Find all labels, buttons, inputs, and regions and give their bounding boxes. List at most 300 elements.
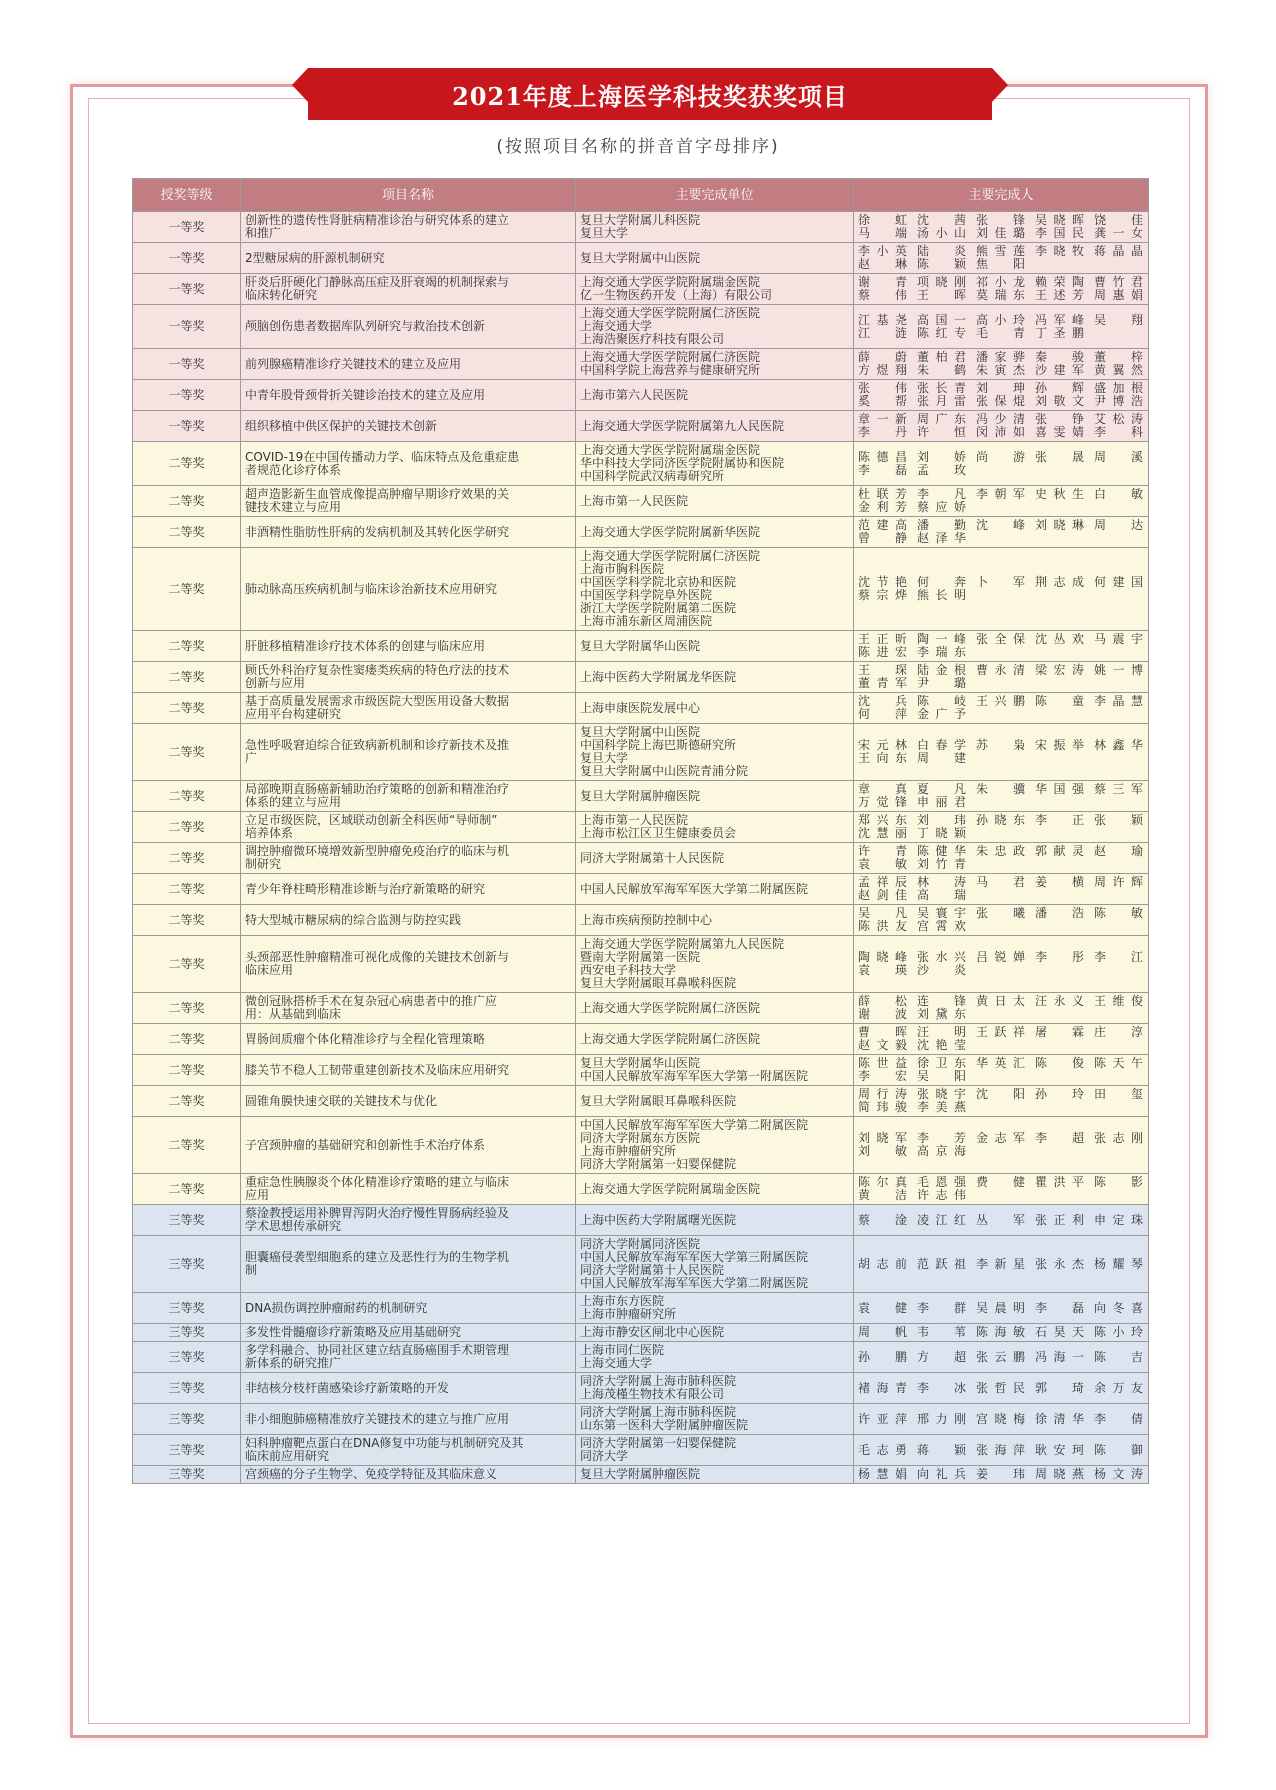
project-name-line: 急性呼吸窘迫综合征致病新机制和诊疗新技术及推 — [245, 738, 510, 752]
people-line — [858, 1008, 1144, 1021]
project-name-cell — [241, 411, 576, 442]
completion-people-cell — [854, 693, 1149, 724]
project-name-line: 和推广 — [245, 226, 282, 240]
award-level-cell: 三等奖 — [133, 1236, 241, 1293]
person-name: 郭琦 — [1035, 1380, 1084, 1395]
completion-people-cell — [854, 212, 1149, 243]
project-name-line: 肝脏移植精准诊疗技术体系的创建与临床应用 — [245, 638, 486, 653]
completion-units-cell — [576, 1404, 854, 1435]
person-name: 江基尧 — [858, 312, 907, 327]
person-name: 陶一峰 — [917, 632, 966, 646]
person-name: 汪明 — [917, 1025, 966, 1039]
person-name: 汤小山 — [917, 226, 966, 240]
completion-unit: 同济大学附属上海市肺科医院 — [580, 1405, 737, 1419]
people-line — [858, 395, 1144, 408]
completion-unit: 中国科学院上海巴斯德研究所 — [580, 738, 737, 752]
completion-unit: 同济大学附属第十人民医院 — [580, 850, 725, 865]
person-name: 曹竹君 — [1094, 275, 1143, 289]
person-name: 余万友 — [1094, 1380, 1143, 1395]
project-name-line: 创新与应用 — [245, 676, 306, 690]
person-name: 李磊 — [858, 462, 907, 477]
completion-units-cell — [576, 1055, 854, 1086]
person-name: 李宏 — [858, 1069, 907, 1083]
project-name-line: 临床转化研究 — [245, 288, 318, 302]
awards-table — [132, 178, 1149, 1484]
project-name-line: 超声造影新生血管成像提高肿瘤早期诊疗效果的关 — [245, 487, 510, 501]
person-name: 李凡 — [917, 487, 966, 501]
person-name: 陈红专 — [917, 325, 966, 340]
project-name-line: COVID-19在中国传播动力学、临床特点及危重症患 — [245, 449, 520, 464]
person-name: 赵琳 — [858, 257, 907, 271]
person-name: 袁健 — [858, 1300, 907, 1315]
completion-units-cell — [576, 1086, 854, 1117]
completion-people-cell — [854, 1342, 1149, 1373]
project-name-cell — [241, 993, 576, 1024]
person-name: 韦苇 — [917, 1325, 966, 1339]
people-line — [858, 1070, 1144, 1083]
completion-unit: 中国科学院武汉病毒研究所 — [580, 469, 725, 483]
person-name: 范建高 — [858, 518, 907, 532]
award-level-cell: 三等奖 — [133, 1404, 241, 1435]
award-level-cell: 二等奖 — [133, 517, 241, 548]
person-name: 范跃祖 — [917, 1256, 966, 1271]
completion-unit: 山东第一医科大学附属肿瘤医院 — [580, 1418, 749, 1432]
person-name: 陈世益 — [858, 1056, 907, 1070]
award-level-cell: 二等奖 — [133, 442, 241, 486]
person-name: 方煜翔 — [858, 363, 907, 377]
person-name: 蒋颖 — [917, 1442, 966, 1457]
completion-units-cell — [576, 781, 854, 812]
completion-people-cell — [854, 1236, 1149, 1293]
award-level-cell: 二等奖 — [133, 843, 241, 874]
award-level-cell: 二等奖 — [133, 936, 241, 993]
person-name: 汪永义 — [1035, 994, 1084, 1008]
completion-unit: 上海中医药大学附属龙华医院 — [580, 669, 737, 684]
table-row — [133, 1293, 1149, 1324]
person-name: 陈敏 — [1094, 906, 1143, 920]
completion-people-cell — [854, 1174, 1149, 1205]
award-level-cell: 二等奖 — [133, 631, 241, 662]
person-name: 朱寅杰 — [976, 363, 1025, 377]
people-line — [858, 1413, 1144, 1426]
project-name-cell — [241, 486, 576, 517]
completion-units-cell — [576, 693, 854, 724]
completion-unit: 上海交通大学 — [580, 319, 653, 333]
completion-people-cell — [854, 380, 1149, 411]
person-name: 林涛 — [917, 875, 966, 889]
people-line — [858, 1258, 1144, 1271]
project-name-line: 非小细胞肺癌精准放疗关键技术的建立与推广应用 — [245, 1411, 510, 1426]
person-name: 蔡淦 — [858, 1212, 907, 1227]
person-name: 丛军 — [976, 1212, 1025, 1227]
person-name: 简玮骏 — [858, 1100, 907, 1114]
project-name-line: 胆囊癌侵袭型细胞系的建立及恶性行为的生物学机 — [245, 1250, 510, 1264]
person-name: 宫霄欢 — [917, 919, 966, 933]
person-name: 杨慧娟 — [858, 1467, 907, 1481]
person-name: 张海萍 — [976, 1442, 1025, 1457]
person-name: 朱忠政 — [976, 844, 1025, 858]
people-line — [858, 589, 1144, 602]
people-line — [858, 752, 1144, 765]
person-name: 闵沛如 — [976, 425, 1025, 439]
person-name: 许恒 — [917, 425, 966, 439]
completion-unit: 复旦大学附属华山医院 — [580, 1056, 701, 1070]
completion-unit: 上海交通大学医学院附属仁济医院 — [580, 350, 761, 364]
project-name-cell — [241, 442, 576, 486]
completion-unit: 复旦大学附属儿科医院 — [580, 213, 701, 227]
person-name: 沈峰 — [976, 518, 1025, 532]
person-name: 刘珅 — [976, 381, 1025, 395]
project-name-line: 非结核分枝杆菌感染诊疗新策略的开发 — [245, 1380, 450, 1395]
person-name: 江涟 — [858, 325, 907, 340]
completion-unit: 上海交通大学医学院附属第九人民医院 — [580, 937, 785, 951]
completion-units-cell — [576, 843, 854, 874]
person-name: 陈海敏 — [976, 1325, 1025, 1339]
person-name: 陈童 — [1035, 694, 1084, 708]
person-name: 李小英 — [858, 244, 907, 258]
table-row — [133, 1024, 1149, 1055]
table-body — [133, 212, 1149, 1484]
completion-unit: 上海申康医院发展中心 — [580, 700, 701, 715]
people-line — [858, 677, 1144, 690]
award-level-cell: 三等奖 — [133, 1324, 241, 1342]
award-level-cell: 三等奖 — [133, 1205, 241, 1236]
completion-units-cell — [576, 349, 854, 380]
person-name: 周许辉 — [1094, 875, 1143, 889]
person-name: 王维俊 — [1094, 994, 1143, 1008]
completion-unit: 上海市疾病预防控制中心 — [580, 912, 713, 927]
person-name: 龚一女 — [1094, 226, 1143, 240]
person-name: 金广予 — [917, 707, 966, 721]
person-name: 李朝军 — [976, 487, 1025, 501]
people-line — [858, 964, 1144, 977]
person-name: 曾静 — [858, 531, 907, 545]
completion-people-cell — [854, 1117, 1149, 1174]
person-name: 沈茜 — [917, 213, 966, 227]
person-name: 周溪 — [1094, 449, 1143, 464]
table-row — [133, 812, 1149, 843]
project-name-cell — [241, 1435, 576, 1466]
person-name: 黄日太 — [976, 994, 1025, 1008]
completion-people-cell — [854, 1373, 1149, 1404]
project-name-line: 用：从基础到临床 — [245, 1007, 342, 1021]
person-name: 张颖 — [1094, 813, 1143, 827]
people-line — [858, 327, 1144, 340]
award-level-cell: 二等奖 — [133, 486, 241, 517]
person-name: 曹永清 — [976, 663, 1025, 677]
person-name: 蔡宗烨 — [858, 588, 907, 602]
person-name: 董青军 — [858, 676, 907, 690]
person-name: 朱骥 — [976, 782, 1025, 796]
person-name: 潘勤 — [917, 518, 966, 532]
person-name: 蔡应娇 — [917, 500, 966, 514]
person-name: 王向东 — [858, 751, 907, 765]
table-row — [133, 1055, 1149, 1086]
person-name: 向冬喜 — [1094, 1300, 1143, 1315]
table-row — [133, 843, 1149, 874]
award-level-cell: 二等奖 — [133, 662, 241, 693]
people-line — [858, 1214, 1144, 1227]
award-level-cell: 一等奖 — [133, 212, 241, 243]
person-name: 王跃祥 — [976, 1025, 1025, 1039]
project-name-line: 学术思想传承研究 — [245, 1219, 342, 1233]
person-name: 沈慧丽 — [858, 826, 907, 840]
person-name: 赵泽华 — [917, 531, 966, 545]
project-name-line: 肺动脉高压疾病机制与临床诊治新技术应用研究 — [245, 581, 498, 596]
person-name: 薛松 — [858, 994, 907, 1008]
completion-unit: 复旦大学附属肿瘤医院 — [580, 1467, 701, 1481]
person-name: 陈吉 — [1094, 1349, 1143, 1364]
completion-people-cell — [854, 843, 1149, 874]
award-level-cell: 二等奖 — [133, 812, 241, 843]
header-level: 授奖等级 — [133, 179, 241, 212]
person-name: 谢波 — [858, 1007, 907, 1021]
completion-people-cell — [854, 274, 1149, 305]
completion-unit: 上海交通大学医学院附属仁济医院 — [580, 306, 761, 320]
project-name-cell — [241, 1324, 576, 1342]
person-name: 向礼兵 — [917, 1467, 966, 1481]
person-name: 李晶慧 — [1094, 694, 1143, 708]
completion-people-cell — [854, 243, 1149, 274]
completion-people-cell — [854, 631, 1149, 662]
completion-unit: 上海交通大学医学院附属瑞金医院 — [580, 443, 761, 457]
completion-unit: 同济大学附属上海市肺科医院 — [580, 1374, 737, 1388]
project-name-cell — [241, 724, 576, 781]
completion-people-cell — [854, 1324, 1149, 1342]
completion-units-cell — [576, 874, 854, 905]
project-name-line: 妇科肿瘤靶点蛋白在DNA修复中功能与机制研究及其 — [245, 1436, 524, 1450]
person-name: 陈俊 — [1035, 1056, 1084, 1070]
project-name-cell — [241, 1404, 576, 1435]
people-line — [858, 1444, 1144, 1457]
project-name-line: 制 — [245, 1263, 258, 1277]
completion-people-cell — [854, 1086, 1149, 1117]
person-name: 凌江红 — [917, 1212, 966, 1227]
person-name: 刘晓军 — [858, 1131, 907, 1145]
person-name: 袁瑛 — [858, 963, 907, 977]
project-name-cell — [241, 1117, 576, 1174]
completion-people-cell — [854, 993, 1149, 1024]
completion-unit: 复旦大学附属眼耳鼻喉科医院 — [580, 1093, 737, 1108]
person-name: 宋振举 — [1035, 738, 1084, 752]
project-name-line: 局部晚期直肠癌新辅助治疗策略的创新和精准治疗 — [245, 782, 510, 796]
person-name: 李彤 — [1035, 950, 1084, 964]
person-name: 王兴鹏 — [976, 694, 1025, 708]
person-name: 连锋 — [917, 994, 966, 1008]
completion-units-cell — [576, 662, 854, 693]
table-row — [133, 874, 1149, 905]
person-name: 张永杰 — [1035, 1256, 1084, 1271]
person-name: 陈健华 — [917, 844, 966, 858]
person-name: 王正昕 — [858, 632, 907, 646]
person-name: 徐清华 — [1035, 1411, 1084, 1426]
award-level-cell: 一等奖 — [133, 274, 241, 305]
completion-unit: 上海交通大学 — [580, 1356, 653, 1370]
completion-unit: 复旦大学附属华山医院 — [580, 638, 701, 653]
project-name-line: 体系的建立与应用 — [245, 795, 342, 809]
person-name: 谢青 — [858, 275, 907, 289]
table-row — [133, 1236, 1149, 1293]
person-name: 华国强 — [1035, 782, 1084, 796]
completion-unit: 中国人民解放军海军军医大学第一附属医院 — [580, 1069, 809, 1083]
person-name: 杜联芳 — [858, 487, 907, 501]
person-name: 史秋生 — [1035, 487, 1084, 501]
person-name: 瞿洪平 — [1035, 1175, 1084, 1189]
person-name: 李倩 — [1094, 1411, 1143, 1426]
completion-units-cell — [576, 411, 854, 442]
person-name: 周行涛 — [858, 1087, 907, 1101]
project-name-line: 基于高质量发展需求市级医院大型医用设备大数据 — [245, 694, 510, 708]
project-name-cell — [241, 380, 576, 411]
table-row — [133, 693, 1149, 724]
person-name: 刘黛东 — [917, 1007, 966, 1021]
completion-unit: 上海茂槿生物技术有限公司 — [580, 1387, 725, 1401]
person-name: 莫瑞东 — [976, 288, 1025, 302]
person-name: 李江 — [1094, 950, 1143, 964]
person-name: 赖荣陶 — [1035, 275, 1084, 289]
completion-people-cell — [854, 1435, 1149, 1466]
person-name: 沙炎 — [917, 963, 966, 977]
project-name-line: 前列腺癌精准诊疗关键技术的建立及应用 — [245, 356, 462, 371]
person-name: 陈进宏 — [858, 645, 907, 659]
person-name: 沈兵 — [858, 694, 907, 708]
person-name: 高小玲 — [976, 312, 1025, 327]
person-name: 张曦 — [976, 906, 1025, 920]
person-name: 章一新 — [858, 412, 907, 426]
completion-units-cell — [576, 1342, 854, 1373]
person-name: 梁宏涛 — [1035, 663, 1084, 677]
completion-unit: 复旦大学附属眼耳鼻喉科医院 — [580, 976, 737, 990]
table-row — [133, 380, 1149, 411]
person-name: 陆金根 — [917, 663, 966, 677]
person-name: 徐卫东 — [917, 1056, 966, 1070]
project-name-cell — [241, 243, 576, 274]
person-name: 袁敏 — [858, 857, 907, 871]
person-name: 毛青 — [976, 325, 1025, 340]
project-name-line: 微创冠脉搭桥手术在复杂冠心病患者中的推广应 — [245, 994, 498, 1008]
completion-people-cell — [854, 1205, 1149, 1236]
person-name: 陈岐 — [917, 694, 966, 708]
table-row — [133, 781, 1149, 812]
person-name: 薛蔚 — [858, 350, 907, 364]
person-name: 刘敏 — [858, 1144, 907, 1158]
person-name: 冯少清 — [976, 412, 1025, 426]
completion-units-cell — [576, 1174, 854, 1205]
person-name: 庄淳 — [1094, 1025, 1143, 1039]
person-name: 金利芳 — [858, 500, 907, 514]
completion-unit: 暨南大学附属第一医院 — [580, 950, 701, 964]
people-line — [858, 426, 1144, 439]
people-line — [858, 1039, 1144, 1052]
person-name: 万觉锋 — [858, 795, 907, 809]
project-name-line: 蔡淦教授运用补脾胃泻阴火治疗慢性胃肠病经验及 — [245, 1206, 510, 1220]
person-name: 高瑞 — [917, 888, 966, 902]
person-name: 杨耀琴 — [1094, 1256, 1143, 1271]
completion-unit: 上海市东方医院 — [580, 1294, 665, 1308]
completion-unit: 同济大学附属第一妇婴保健院 — [580, 1436, 737, 1450]
person-name: 陆炎 — [917, 244, 966, 258]
completion-unit: 同济大学附属同济医院 — [580, 1237, 701, 1251]
project-name-line: 圆锥角膜快速交联的关键技术与优化 — [245, 1093, 438, 1108]
people-line — [858, 1145, 1144, 1158]
award-level-cell: 三等奖 — [133, 1435, 241, 1466]
person-name: 李国民 — [1035, 226, 1084, 240]
people-line — [858, 920, 1144, 933]
completion-unit: 上海市静安区闸北中心医院 — [580, 1325, 725, 1339]
people-line — [858, 451, 1144, 464]
project-name-cell — [241, 1024, 576, 1055]
table-row — [133, 212, 1149, 243]
person-name: 李群 — [917, 1300, 966, 1315]
table-row — [133, 993, 1149, 1024]
completion-unit: 同济大学附属东方医院 — [580, 1131, 701, 1145]
person-name: 周惠娟 — [1094, 288, 1143, 302]
project-name-line: 宫颈癌的分子生物学、免疫学特征及其临床意义 — [245, 1467, 498, 1481]
person-name: 焦阳 — [976, 257, 1025, 271]
people-line — [858, 532, 1144, 545]
header-units: 主要完成单位 — [576, 179, 854, 212]
completion-people-cell — [854, 874, 1149, 905]
person-name: 艾松涛 — [1094, 412, 1143, 426]
table-row — [133, 1342, 1149, 1373]
completion-units-cell — [576, 1205, 854, 1236]
completion-unit: 上海市松江区卫生健康委员会 — [580, 826, 737, 840]
person-name: 高京海 — [917, 1144, 966, 1158]
person-name: 黄洁 — [858, 1188, 907, 1202]
completion-unit: 上海市肿瘤研究所 — [580, 1307, 677, 1321]
header-people: 主要完成人 — [854, 179, 1149, 212]
person-name: 张哲民 — [976, 1380, 1025, 1395]
completion-unit: 上海市第六人民医院 — [580, 387, 689, 402]
person-name: 荆志成 — [1035, 575, 1084, 589]
person-name: 陈颖 — [917, 257, 966, 271]
completion-unit: 上海交通大学医学院附属瑞金医院 — [580, 275, 761, 289]
people-line — [858, 889, 1144, 902]
people-line — [858, 258, 1144, 271]
person-name: 赵文毅 — [858, 1038, 907, 1052]
person-name: 吴翔 — [1094, 312, 1143, 327]
project-name-cell — [241, 631, 576, 662]
project-name-line: 多发性骨髓瘤诊疗新策略及应用基础研究 — [245, 1325, 462, 1339]
completion-units-cell — [576, 274, 854, 305]
completion-unit: 上海交通大学医学院附属仁济医院 — [580, 549, 761, 563]
completion-unit: 上海浩聚医疗科技有限公司 — [580, 332, 725, 346]
completion-unit: 亿一生物医药开发（上海）有限公司 — [580, 288, 773, 302]
completion-unit: 上海交通大学医学院附属仁济医院 — [580, 1000, 761, 1015]
person-name: 董柏君 — [917, 350, 966, 364]
award-level-cell: 二等奖 — [133, 1086, 241, 1117]
project-name-line: 膝关节不稳人工韧带重建创新技术及临床应用研究 — [245, 1062, 510, 1077]
project-name-line: 非酒精性脂肪性肝病的发病机制及其转化医学研究 — [245, 524, 510, 539]
person-name: 吴凡 — [858, 906, 907, 920]
person-name: 章真 — [858, 782, 907, 796]
table-row — [133, 411, 1149, 442]
person-name: 蔡伟 — [858, 288, 907, 302]
person-name: 吴晓晖 — [1035, 213, 1084, 227]
people-line — [858, 1351, 1144, 1364]
project-name-line: DNA损伤调控肿瘤耐药的机制研究 — [245, 1300, 428, 1315]
person-name: 熊雪莲 — [976, 244, 1025, 258]
completion-units-cell — [576, 1024, 854, 1055]
completion-units-cell — [576, 1324, 854, 1342]
completion-unit: 中国人民解放军海军军医大学第二附属医院 — [580, 1118, 809, 1132]
table-row — [133, 936, 1149, 993]
person-name: 周晓燕 — [1035, 1467, 1084, 1481]
person-name: 刘晓琳 — [1035, 518, 1084, 532]
completion-unit: 中国人民解放军海军军医大学第二附属医院 — [580, 1276, 809, 1290]
award-level-cell: 一等奖 — [133, 380, 241, 411]
award-level-cell: 二等奖 — [133, 1055, 241, 1086]
